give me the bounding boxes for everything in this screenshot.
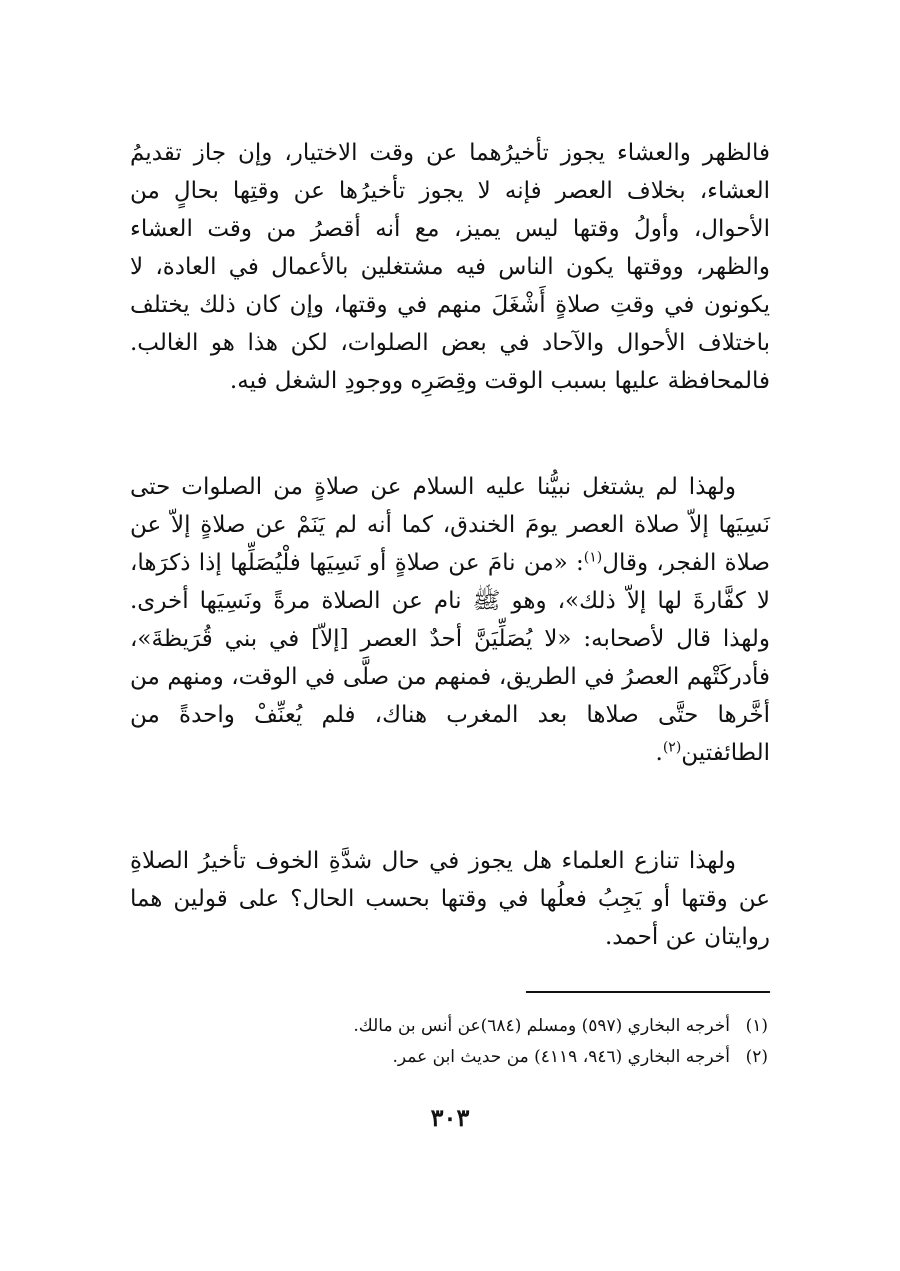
paragraph-2 (130, 468, 770, 772)
footnote-divider (526, 991, 770, 993)
paragraph-1-text: فالظهر والعشاء يجوز تأخيرُهما عن وقت الاختيار، وإن جاز تقديمُ العشاء، بخلاف العصر فإنه لا يجوز تأخيرُها عن وقتِها بحالٍ من الأحوال، وأولُ وقتها ليس يميز، مع أنه أقصرُ من وقت العشاء والظهر، ووقتها يكون الناس فيه مشتغلين بالأعمال في العادة، لا يكونون في وقتِ صلاةٍ أَشْغَلَ منهم في وقتها، وإن كان ذلك يختلف باختلاف الأحوال والآحاد في بعض الصلوات، لكن هذا هو الغالب. فالمحافظة عليها بسبب الوقت وقِصَرِه ووجودِ الشغل فيه. (130, 140, 770, 394)
footnote-marker-1: (١) (583, 549, 603, 566)
footnote-1-text: أخرجه البخاري (٥٩٧) ومسلم (٦٨٤)عن أنس بن مالك. (353, 1016, 730, 1036)
footnote-2-number: (٢) (745, 1047, 768, 1067)
footnotes (148, 1011, 768, 1073)
footnote-marker-2: (٢) (662, 739, 682, 756)
paragraph-1 (130, 134, 770, 400)
paragraph-2-part-1: ولهذا لم يشتغل نبيُّنا عليه السلام عن صلاةٍ من الصلوات حتى نَسِيَها إلاّ صلاة العصر يومَ الخندق، كما أنه لم يَنَمْ عن صلاةٍ إلاّ عن صلاة الفجر، وقال (130, 474, 770, 576)
paragraph-2-text (130, 468, 770, 772)
footnote-1-number: (١) (745, 1016, 768, 1036)
page-number: ٣٠٣ (430, 1103, 470, 1132)
paragraph-3-text: ولهذا تنازع العلماء هل يجوز في حال شدَّةِ الخوف تأخيرُ الصلاةِ عن وقتها أو يَجِبُ فعلُها في وقتها بحسب الحال؟ على قولين هما روايتان عن أحمد. (130, 848, 770, 950)
footnote-2-text: أخرجه البخاري (٩٤٦، ٤١١٩) من حديث ابن عمر. (392, 1047, 730, 1067)
paragraph-3 (130, 842, 770, 956)
footnote-2 (148, 1042, 768, 1073)
paragraph-2-part-3: . (655, 740, 663, 766)
paragraph-2-part-2: : «من نامَ عن صلاةٍ أو نَسِيَها فلْيُصَلِّها إذا ذكرَها، لا كفَّارةَ لها إلاّ ذلك»، وهو ﷺ نام عن الصلاة مرةً ونَسِيَها أخرى. ولهذا قال لأصحابه: «لا يُصَلِّيَنَّ أحدٌ العصر [إلاّ] في بني قُرَيظةَ»، فأدركَتْهم العصرُ في الطريق، فمنهم من صلَّى في الوقت، ومنهم من أخَّرها حتَّى صلاها بعد المغرب هناك، فلم يُعنِّفْ واحدةً من الطائفتين (130, 550, 770, 766)
footnote-1 (148, 1011, 768, 1042)
